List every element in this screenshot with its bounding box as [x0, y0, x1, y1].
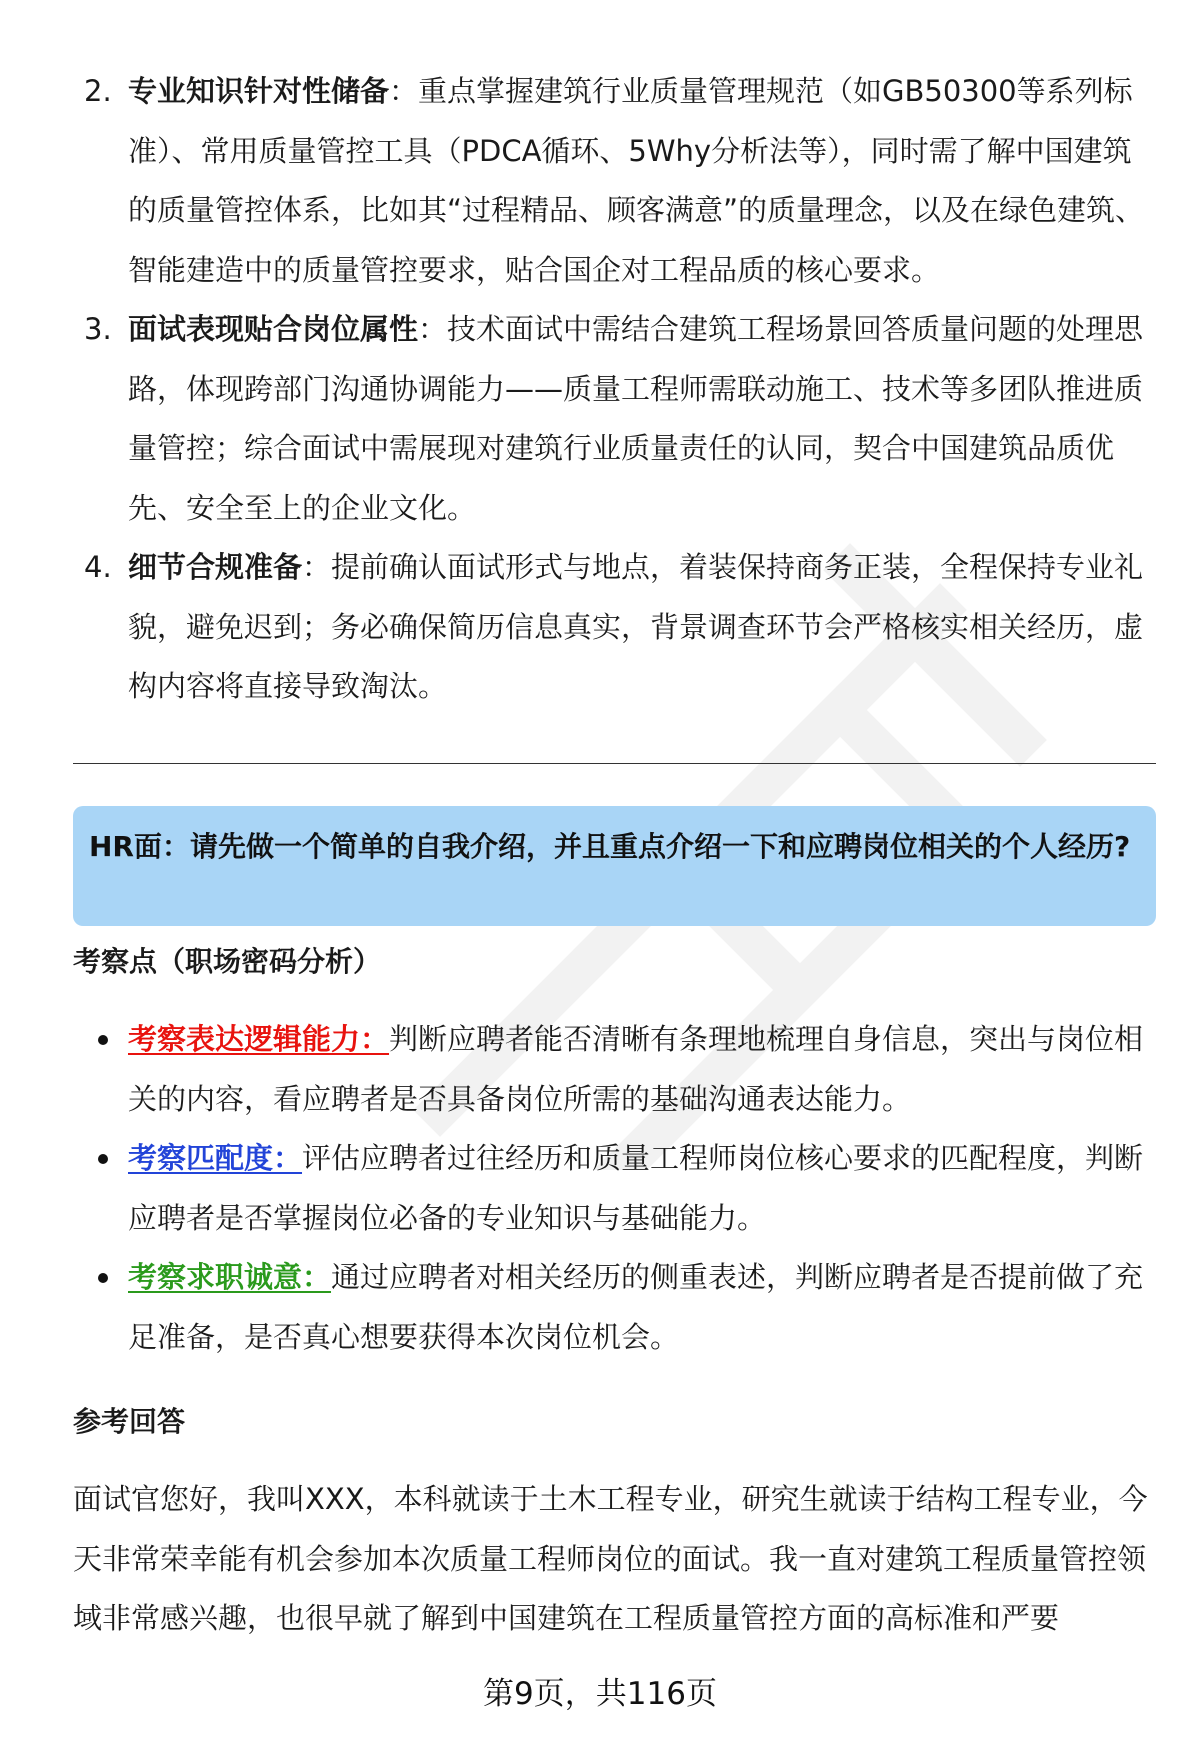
- bullet-dot-icon: [98, 1154, 108, 1164]
- list-item: [84, 1129, 1159, 1248]
- list-item-text: ：技术面试中需结合建筑工程场景回答质量问题的处理思路，体现跨部门沟通协调能力——质量工程师需联动施工、技术等多团队推进质量管控；综合面试中需展现对建筑行业质量责任的认同，契合中国建筑品质优先、安全至上的企业文化。: [128, 312, 1144, 525]
- analysis-bullet-list: [84, 1010, 1159, 1367]
- list-number: 4.: [84, 550, 112, 584]
- numbered-list: [84, 62, 1159, 717]
- list-item-title: 面试表现贴合岗位属性: [128, 312, 419, 346]
- list-item-text: ：重点掌握建筑行业质量管理规范（如GB50300等系列标准）、常用质量管控工具（PDCA循环、5Why分析法等），同时需了解中国建筑的质量管控体系，比如其“过程精品、顾客满意”的质量理念，以及在绿色建筑、智能建造中的质量管控要求，贴合国企对工程品质的核心要求。: [128, 74, 1145, 287]
- section-divider: [73, 763, 1156, 764]
- reference-answer: 面试官您好，我叫XXX，本科就读于土木工程专业，研究生就读于结构工程专业，今天非常荣幸能有机会参加本次质量工程师岗位的面试。我一直对建筑工程质量管控领域非常感兴趣，也很早就了解到中国建筑在工程质量管控方面的高标准和严要: [73, 1482, 1148, 1635]
- bullet-text: 通过应聘者对相关经历的侧重表述，判断应聘者是否提前做了充足准备，是否真心想要获得本次岗位机会。: [128, 1260, 1144, 1354]
- bullet-dot-icon: [98, 1273, 108, 1283]
- question-box: [73, 806, 1156, 926]
- question-text: HR面：请先做一个简单的自我介绍，并且重点介绍一下和应聘岗位相关的个人经历?: [89, 830, 1131, 863]
- list-item: [84, 300, 1159, 538]
- list-item: [84, 538, 1159, 717]
- list-item: [84, 1248, 1159, 1367]
- analysis-heading: 考察点（职场密码分析）: [73, 945, 382, 978]
- list-number: 2.: [84, 74, 112, 108]
- reference-heading: 参考回答: [73, 1405, 186, 1438]
- bullet-dot-icon: [98, 1035, 108, 1045]
- list-item-title: 细节合规准备: [128, 550, 303, 584]
- bullet-text: 评估应聘者过往经历和质量工程师岗位核心要求的匹配程度，判断应聘者是否掌握岗位必备的专业知识与基础能力。: [128, 1141, 1144, 1235]
- bullet-text: 判断应聘者能否清晰有条理地梳理自身信息，突出与岗位相关的内容，看应聘者是否具备岗位所需的基础沟通表达能力。: [128, 1022, 1144, 1116]
- bullet-label: 考察匹配度：: [128, 1141, 303, 1175]
- list-number: 3.: [84, 312, 112, 346]
- list-item-title: 专业知识针对性储备: [128, 74, 390, 108]
- bullet-label: 考察表达逻辑能力：: [128, 1022, 390, 1056]
- list-item: [84, 1010, 1159, 1129]
- bullet-label: 考察求职诚意：: [128, 1260, 332, 1294]
- list-item: [84, 62, 1159, 300]
- list-item-text: ：提前确认面试形式与地点，着装保持商务正装，全程保持专业礼貌，避免迟到；务必确保简历信息真实，背景调查环节会严格核实相关经历，虚构内容将直接导致淘汰。: [128, 550, 1144, 703]
- page-footer: 第9页，共116页: [483, 1676, 717, 1712]
